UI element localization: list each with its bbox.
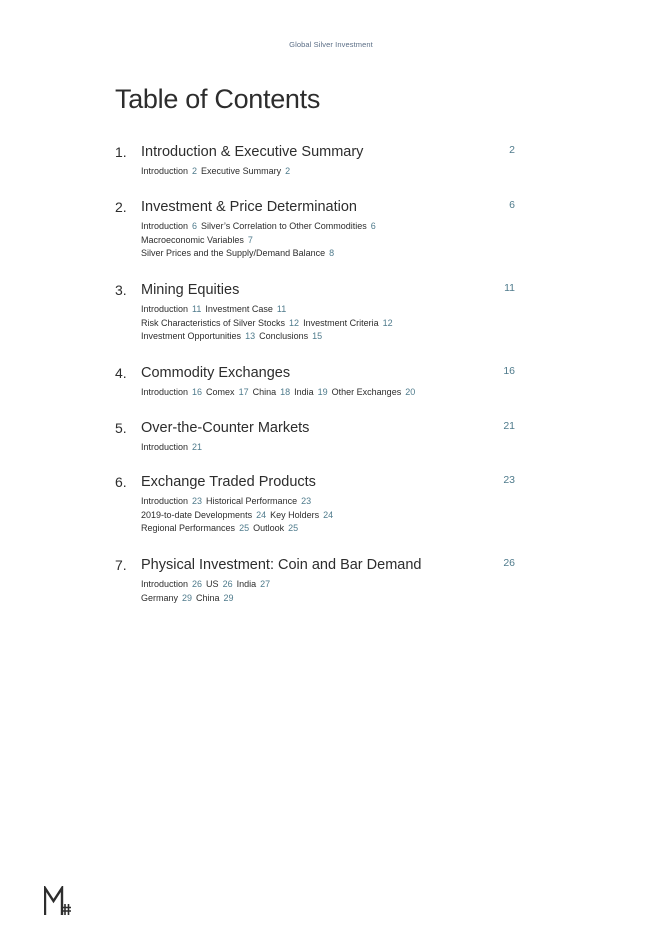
- subsection-label: Comex: [206, 387, 235, 397]
- subsection-label: Key Holders: [270, 509, 320, 520]
- subsection-page-number: 17: [238, 387, 249, 397]
- chapter-title-link[interactable]: Physical Investment: Coin and Bar Demand: [141, 557, 422, 573]
- subsection-label: 2019-to-date Developments: [141, 509, 253, 520]
- subsection-page-number: 25: [288, 523, 299, 533]
- subsection-line: [141, 509, 521, 523]
- chapter-page-number[interactable]: 26: [503, 557, 515, 569]
- subsection-link[interactable]: [141, 166, 197, 176]
- subsection-page-number: 7: [247, 234, 253, 245]
- subsection-list: [141, 220, 521, 261]
- subsection-page-number: 26: [222, 579, 233, 589]
- subsection-label: Introduction: [141, 304, 189, 314]
- subsection-label: Executive Summary: [201, 166, 282, 176]
- subsection-page-number: 23: [301, 496, 312, 506]
- subsection-page-number: 26: [192, 579, 203, 589]
- subsection-list: [141, 303, 521, 344]
- page-title: Table of Contents: [115, 84, 321, 114]
- subsection-page-number: 6: [192, 221, 198, 231]
- chapter-page-number[interactable]: 23: [503, 474, 515, 486]
- subsection-link[interactable]: [206, 579, 233, 589]
- subsection-label: China: [252, 387, 277, 397]
- subsection-page-number: 24: [323, 509, 334, 520]
- subsection-label: Investment Criteria: [303, 317, 379, 328]
- subsection-link[interactable]: [206, 496, 311, 506]
- subsection-link[interactable]: [141, 579, 202, 589]
- subsection-label: Silver Prices and the Supply/Demand Balance: [141, 248, 326, 258]
- chapter-title-link[interactable]: Introduction & Executive Summary: [141, 144, 364, 160]
- subsection-page-number: 23: [192, 496, 203, 506]
- chapter-page-number[interactable]: 11: [504, 282, 515, 294]
- subsection-link[interactable]: [196, 593, 234, 603]
- subsection-list: [141, 441, 521, 455]
- subsection-list: [141, 495, 521, 536]
- subsection-link[interactable]: [270, 510, 333, 520]
- subsection-line: [141, 592, 521, 606]
- subsection-label: Introduction: [141, 387, 189, 397]
- subsection-link[interactable]: [303, 318, 393, 328]
- subsection-list: [141, 165, 521, 179]
- subsection-link[interactable]: [141, 248, 334, 258]
- subsection-line: [141, 441, 521, 455]
- subsection-link[interactable]: [253, 387, 291, 397]
- subsection-label: China: [196, 592, 220, 603]
- subsection-label: Conclusions: [259, 331, 309, 341]
- subsection-page-number: 6: [370, 221, 376, 231]
- subsection-label: Introduction: [141, 166, 189, 176]
- chapter-title-link[interactable]: Investment & Price Determination: [141, 199, 357, 215]
- subsection-link[interactable]: [206, 387, 249, 397]
- subsection-list: [141, 386, 521, 400]
- subsection-line: [141, 303, 521, 317]
- subsection-link[interactable]: [141, 304, 201, 314]
- chapter-page-number[interactable]: 2: [509, 144, 515, 156]
- subsection-page-number: 12: [382, 317, 393, 328]
- subsection-link[interactable]: [253, 523, 298, 533]
- subsection-label: US: [206, 579, 219, 589]
- subsection-page-number: 2: [192, 166, 198, 176]
- subsection-label: Risk Characteristics of Silver Stocks: [141, 317, 286, 328]
- subsection-link[interactable]: [141, 442, 202, 452]
- subsection-line: [141, 247, 521, 261]
- chapter-page-number[interactable]: 6: [509, 199, 515, 211]
- subsection-link[interactable]: [237, 579, 271, 589]
- subsection-label: India: [294, 387, 314, 397]
- subsection-label: Outlook: [253, 523, 285, 533]
- subsection-link[interactable]: [141, 221, 197, 231]
- chapter-title-link[interactable]: Exchange Traded Products: [141, 474, 316, 490]
- running-header: Global Silver Investment: [289, 40, 373, 49]
- subsection-page-number: 8: [329, 248, 335, 258]
- chapter-number: 5.: [115, 420, 127, 436]
- subsection-label: India: [236, 579, 257, 589]
- subsection-link[interactable]: [141, 593, 192, 603]
- subsection-link[interactable]: [294, 387, 328, 397]
- subsection-link[interactable]: [205, 304, 286, 314]
- subsection-page-number: 13: [245, 331, 256, 341]
- subsection-page-number: 18: [280, 387, 291, 397]
- subsection-link[interactable]: [141, 235, 253, 245]
- subsection-page-number: 24: [256, 509, 267, 520]
- subsection-line: [141, 234, 521, 248]
- chapter-page-number[interactable]: 16: [503, 365, 515, 377]
- subsection-label: Silver’s Correlation to Other Commodities: [201, 221, 367, 231]
- chapter-number: 6.: [115, 474, 127, 490]
- subsection-page-number: 11: [192, 304, 202, 314]
- chapter-title-link[interactable]: Over-the-Counter Markets: [141, 420, 310, 436]
- subsection-line: [141, 495, 521, 509]
- subsection-label: Regional Performances: [141, 523, 236, 533]
- subsection-line: [141, 165, 521, 179]
- subsection-line: [141, 220, 521, 234]
- subsection-page-number: 19: [317, 387, 328, 397]
- subsection-page-number: 11: [276, 304, 287, 314]
- subsection-label: Germany: [141, 592, 179, 603]
- subsection-page-number: 29: [223, 592, 234, 603]
- subsection-label: Introduction: [141, 442, 189, 452]
- chapter-number: 2.: [115, 199, 127, 215]
- subsection-label: Investment Case: [205, 304, 273, 314]
- subsection-link[interactable]: [141, 496, 202, 506]
- mf-logo-icon: [44, 886, 72, 921]
- subsection-line: [141, 522, 521, 536]
- subsection-link[interactable]: [332, 387, 416, 397]
- subsection-page-number: 16: [192, 387, 203, 397]
- subsection-link[interactable]: [141, 523, 249, 533]
- subsection-label: Historical Performance: [206, 496, 298, 506]
- subsection-label: Introduction: [141, 579, 189, 589]
- chapter-page-number[interactable]: 21: [503, 420, 515, 432]
- subsection-line: [141, 386, 521, 400]
- subsection-page-number: 29: [182, 592, 193, 603]
- subsection-page-number: 15: [312, 331, 323, 341]
- subsection-line: [141, 330, 521, 344]
- subsection-link[interactable]: [141, 510, 266, 520]
- subsection-page-number: 2: [285, 166, 291, 176]
- subsection-link[interactable]: [141, 387, 202, 397]
- subsection-link[interactable]: [141, 331, 255, 341]
- chapter-title-link[interactable]: Commodity Exchanges: [141, 365, 291, 381]
- subsection-page-number: 12: [289, 317, 300, 328]
- chapter-number: 7.: [115, 557, 127, 573]
- subsection-page-number: 25: [239, 523, 250, 533]
- subsection-link[interactable]: [259, 331, 322, 341]
- subsection-label: Introduction: [141, 496, 189, 506]
- subsection-page-number: 20: [405, 387, 416, 397]
- subsection-page-number: 21: [192, 442, 203, 452]
- subsection-list: [141, 578, 521, 605]
- subsection-link[interactable]: [201, 221, 376, 231]
- chapter-number: 1.: [115, 144, 127, 160]
- subsection-line: [141, 317, 521, 331]
- subsection-label: Introduction: [141, 221, 189, 231]
- subsection-label: Other Exchanges: [331, 387, 402, 397]
- subsection-link[interactable]: [141, 318, 299, 328]
- chapter-number: 4.: [115, 365, 127, 381]
- subsection-label: Macroeconomic Variables: [141, 234, 244, 245]
- chapter-number: 3.: [115, 282, 127, 298]
- subsection-page-number: 27: [260, 579, 271, 589]
- chapter-title-link[interactable]: Mining Equities: [141, 282, 240, 298]
- subsection-label: Investment Opportunities: [141, 331, 242, 341]
- subsection-link[interactable]: [201, 166, 290, 176]
- subsection-line: [141, 578, 521, 592]
